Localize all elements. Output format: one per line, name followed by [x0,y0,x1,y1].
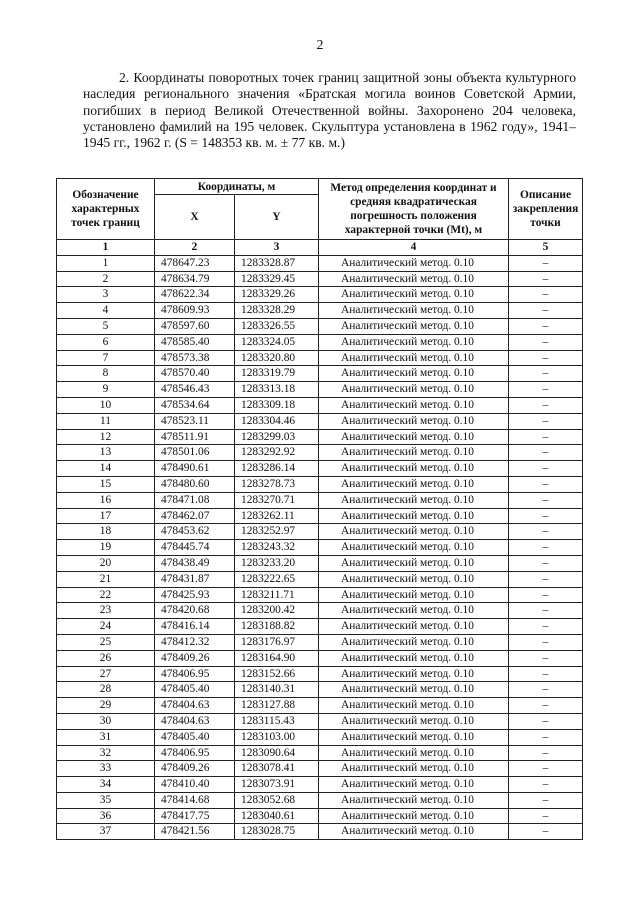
method-cell: Аналитический метод. 0.10 [319,350,509,366]
point-number-cell: 34 [57,777,155,793]
method-cell: Аналитический метод. 0.10 [319,555,509,571]
method-cell: Аналитический метод. 0.10 [319,382,509,398]
table-row [57,461,583,477]
table-row [57,650,583,666]
y-coordinate-cell: 1283262.11 [235,508,319,524]
table-row [57,729,583,745]
y-coordinate-cell: 1283078.41 [235,761,319,777]
table-row [57,603,583,619]
description-cell: – [509,508,583,524]
method-cell: Аналитический метод. 0.10 [319,397,509,413]
table-row [57,713,583,729]
table-row [57,792,583,808]
y-coordinate-cell: 1283320.80 [235,350,319,366]
point-number-cell: 4 [57,303,155,319]
y-coordinate-cell: 1283286.14 [235,461,319,477]
x-coordinate-cell: 478416.14 [155,619,235,635]
description-cell: – [509,350,583,366]
table-row [57,619,583,635]
x-coordinate-cell: 478404.63 [155,713,235,729]
point-number-cell: 8 [57,366,155,382]
table-row [57,303,583,319]
point-number-cell: 15 [57,476,155,492]
description-cell: – [509,445,583,461]
column-number: 4 [319,240,509,256]
point-number-cell: 28 [57,682,155,698]
y-coordinate-cell: 1283200.42 [235,603,319,619]
point-number-cell: 33 [57,761,155,777]
x-coordinate-cell: 478405.40 [155,729,235,745]
method-cell: Аналитический метод. 0.10 [319,287,509,303]
point-number-cell: 35 [57,792,155,808]
table-row [57,413,583,429]
table-row [57,555,583,571]
table-row [57,445,583,461]
point-number-cell: 24 [57,619,155,635]
description-cell: – [509,366,583,382]
description-cell: – [509,713,583,729]
point-number-cell: 36 [57,808,155,824]
description-cell: – [509,303,583,319]
point-number-cell: 5 [57,318,155,334]
x-coordinate-cell: 478523.11 [155,413,235,429]
header-y: Y [235,195,319,240]
y-coordinate-cell: 1283329.26 [235,287,319,303]
description-cell: – [509,461,583,477]
x-coordinate-cell: 478453.62 [155,524,235,540]
table-row [57,366,583,382]
column-number: 1 [57,240,155,256]
description-cell: – [509,476,583,492]
point-number-cell: 12 [57,429,155,445]
point-number-cell: 3 [57,287,155,303]
column-number: 5 [509,240,583,256]
table-row [57,508,583,524]
x-coordinate-cell: 478597.60 [155,318,235,334]
method-cell: Аналитический метод. 0.10 [319,429,509,445]
y-coordinate-cell: 1283304.46 [235,413,319,429]
table-row [57,287,583,303]
description-cell: – [509,619,583,635]
header-method: Метод определения координат и средняя квадратическая погрешность положения характерной точки (Mt), м [319,179,509,240]
y-coordinate-cell: 1283329.45 [235,271,319,287]
method-cell: Аналитический метод. 0.10 [319,777,509,793]
x-coordinate-cell: 478622.34 [155,287,235,303]
y-coordinate-cell: 1283278.73 [235,476,319,492]
description-cell: – [509,634,583,650]
point-number-cell: 21 [57,571,155,587]
x-coordinate-cell: 478409.26 [155,650,235,666]
x-coordinate-cell: 478647.23 [155,255,235,271]
method-cell: Аналитический метод. 0.10 [319,824,509,840]
y-coordinate-cell: 1283233.20 [235,555,319,571]
method-cell: Аналитический метод. 0.10 [319,698,509,714]
x-coordinate-cell: 478462.07 [155,508,235,524]
table-row [57,255,583,271]
x-coordinate-cell: 478405.40 [155,682,235,698]
y-coordinate-cell: 1283324.05 [235,334,319,350]
point-number-cell: 2 [57,271,155,287]
description-cell: – [509,650,583,666]
description-cell: – [509,682,583,698]
method-cell: Аналитический метод. 0.10 [319,476,509,492]
description-cell: – [509,808,583,824]
method-cell: Аналитический метод. 0.10 [319,603,509,619]
method-cell: Аналитический метод. 0.10 [319,571,509,587]
x-coordinate-cell: 478417.75 [155,808,235,824]
y-coordinate-cell: 1283319.79 [235,366,319,382]
table-row [57,397,583,413]
description-cell: – [509,792,583,808]
description-cell: – [509,777,583,793]
description-cell: – [509,492,583,508]
y-coordinate-cell: 1283090.64 [235,745,319,761]
method-cell: Аналитический метод. 0.10 [319,713,509,729]
y-coordinate-cell: 1283028.75 [235,824,319,840]
point-number-cell: 19 [57,540,155,556]
point-number-cell: 31 [57,729,155,745]
point-number-cell: 23 [57,603,155,619]
header-description: Описание закрепления точки [509,179,583,240]
description-cell: – [509,555,583,571]
x-coordinate-cell: 478634.79 [155,271,235,287]
x-coordinate-cell: 478480.60 [155,476,235,492]
point-number-cell: 6 [57,334,155,350]
x-coordinate-cell: 478573.38 [155,350,235,366]
description-cell: – [509,255,583,271]
description-cell: – [509,571,583,587]
y-coordinate-cell: 1283188.82 [235,619,319,635]
header-x: X [155,195,235,240]
description-cell: – [509,397,583,413]
point-number-cell: 7 [57,350,155,366]
table-row [57,808,583,824]
table-header [57,179,583,240]
description-cell: – [509,587,583,603]
y-coordinate-cell: 1283211.71 [235,587,319,603]
method-cell: Аналитический метод. 0.10 [319,808,509,824]
point-number-cell: 30 [57,713,155,729]
method-cell: Аналитический метод. 0.10 [319,540,509,556]
description-cell: – [509,524,583,540]
table-body [57,240,583,840]
description-cell: – [509,698,583,714]
point-number-cell: 27 [57,666,155,682]
description-cell: – [509,745,583,761]
y-coordinate-cell: 1283164.90 [235,650,319,666]
description-cell: – [509,287,583,303]
method-cell: Аналитический метод. 0.10 [319,255,509,271]
point-number-cell: 22 [57,587,155,603]
point-number-cell: 14 [57,461,155,477]
table-row [57,429,583,445]
description-cell: – [509,540,583,556]
header-coordinates: Координаты, м [155,179,319,195]
method-cell: Аналитический метод. 0.10 [319,445,509,461]
x-coordinate-cell: 478420.68 [155,603,235,619]
x-coordinate-cell: 478404.63 [155,698,235,714]
point-number-cell: 16 [57,492,155,508]
x-coordinate-cell: 478534.64 [155,397,235,413]
method-cell: Аналитический метод. 0.10 [319,318,509,334]
point-number-cell: 1 [57,255,155,271]
y-coordinate-cell: 1283176.97 [235,634,319,650]
y-coordinate-cell: 1283252.97 [235,524,319,540]
point-number-cell: 9 [57,382,155,398]
x-coordinate-cell: 478445.74 [155,540,235,556]
x-coordinate-cell: 478570.40 [155,366,235,382]
table-row [57,318,583,334]
method-cell: Аналитический метод. 0.10 [319,366,509,382]
point-number-cell: 13 [57,445,155,461]
x-coordinate-cell: 478409.26 [155,761,235,777]
y-coordinate-cell: 1283222.65 [235,571,319,587]
point-number-cell: 26 [57,650,155,666]
description-cell: – [509,413,583,429]
method-cell: Аналитический метод. 0.10 [319,271,509,287]
table-row [57,524,583,540]
description-cell: – [509,666,583,682]
description-cell: – [509,334,583,350]
method-cell: Аналитический метод. 0.10 [319,524,509,540]
point-number-cell: 18 [57,524,155,540]
method-cell: Аналитический метод. 0.10 [319,334,509,350]
method-cell: Аналитический метод. 0.10 [319,508,509,524]
description-cell: – [509,429,583,445]
x-coordinate-cell: 478501.06 [155,445,235,461]
method-cell: Аналитический метод. 0.10 [319,587,509,603]
table-row [57,350,583,366]
y-coordinate-cell: 1283270.71 [235,492,319,508]
table-row [57,492,583,508]
method-cell: Аналитический метод. 0.10 [319,682,509,698]
y-coordinate-cell: 1283313.18 [235,382,319,398]
table-row [57,824,583,840]
y-coordinate-cell: 1283326.55 [235,318,319,334]
method-cell: Аналитический метод. 0.10 [319,492,509,508]
table-row [57,761,583,777]
y-coordinate-cell: 1283299.03 [235,429,319,445]
intro-paragraph [83,70,576,151]
x-coordinate-cell: 478412.32 [155,634,235,650]
point-number-cell: 17 [57,508,155,524]
method-cell: Аналитический метод. 0.10 [319,792,509,808]
method-cell: Аналитический метод. 0.10 [319,729,509,745]
point-number-cell: 37 [57,824,155,840]
y-coordinate-cell: 1283328.87 [235,255,319,271]
table-row [57,540,583,556]
method-cell: Аналитический метод. 0.10 [319,619,509,635]
table-row [57,334,583,350]
table-row [57,666,583,682]
y-coordinate-cell: 1283140.31 [235,682,319,698]
y-coordinate-cell: 1283127.88 [235,698,319,714]
method-cell: Аналитический метод. 0.10 [319,461,509,477]
x-coordinate-cell: 478471.08 [155,492,235,508]
table-row [57,777,583,793]
table-row [57,698,583,714]
y-coordinate-cell: 1283309.18 [235,397,319,413]
method-cell: Аналитический метод. 0.10 [319,761,509,777]
point-number-cell: 32 [57,745,155,761]
point-number-cell: 11 [57,413,155,429]
table-row [57,634,583,650]
table-row [57,571,583,587]
description-cell: – [509,382,583,398]
y-coordinate-cell: 1283115.43 [235,713,319,729]
x-coordinate-cell: 478406.95 [155,666,235,682]
column-number: 3 [235,240,319,256]
table-row [57,476,583,492]
x-coordinate-cell: 478421.56 [155,824,235,840]
table-row [57,745,583,761]
method-cell: Аналитический метод. 0.10 [319,303,509,319]
x-coordinate-cell: 478609.93 [155,303,235,319]
table-row [57,587,583,603]
description-cell: – [509,729,583,745]
y-coordinate-cell: 1283073.91 [235,777,319,793]
description-cell: – [509,318,583,334]
coordinates-table [56,178,583,840]
column-number-row [57,240,583,256]
description-cell: – [509,271,583,287]
x-coordinate-cell: 478438.49 [155,555,235,571]
column-number: 2 [155,240,235,256]
point-number-cell: 25 [57,634,155,650]
x-coordinate-cell: 478410.40 [155,777,235,793]
x-coordinate-cell: 478425.93 [155,587,235,603]
y-coordinate-cell: 1283328.29 [235,303,319,319]
table-row [57,382,583,398]
y-coordinate-cell: 1283052.68 [235,792,319,808]
method-cell: Аналитический метод. 0.10 [319,666,509,682]
x-coordinate-cell: 478585.40 [155,334,235,350]
header-point-designation: Обозначение характерных точек границ [57,179,155,240]
x-coordinate-cell: 478546.43 [155,382,235,398]
method-cell: Аналитический метод. 0.10 [319,650,509,666]
method-cell: Аналитический метод. 0.10 [319,634,509,650]
x-coordinate-cell: 478490.61 [155,461,235,477]
table-row [57,271,583,287]
description-cell: – [509,603,583,619]
x-coordinate-cell: 478511.91 [155,429,235,445]
method-cell: Аналитический метод. 0.10 [319,413,509,429]
page-number: 2 [316,38,324,53]
y-coordinate-cell: 1283103.00 [235,729,319,745]
point-number-cell: 10 [57,397,155,413]
point-number-cell: 20 [57,555,155,571]
point-number-cell: 29 [57,698,155,714]
description-cell: – [509,824,583,840]
intro-text: 2. Координаты поворотных точек границ защитной зоны объекта культурного наследия регионального значения «Братская могила воинов Советской Армии, погибших в период Великой Отечественной войны. Захоронено 204 человека, установлено фамилий на 195 человек. Скульптура установлена в 1962 году», 1941–1945 гг., 1962 г. (S = 148353 кв. м. ± 77 кв. м.) [83,70,576,151]
y-coordinate-cell: 1283292.92 [235,445,319,461]
y-coordinate-cell: 1283040.61 [235,808,319,824]
y-coordinate-cell: 1283152.66 [235,666,319,682]
table-row [57,682,583,698]
y-coordinate-cell: 1283243.32 [235,540,319,556]
method-cell: Аналитический метод. 0.10 [319,745,509,761]
x-coordinate-cell: 478414.68 [155,792,235,808]
x-coordinate-cell: 478431.87 [155,571,235,587]
x-coordinate-cell: 478406.95 [155,745,235,761]
description-cell: – [509,761,583,777]
